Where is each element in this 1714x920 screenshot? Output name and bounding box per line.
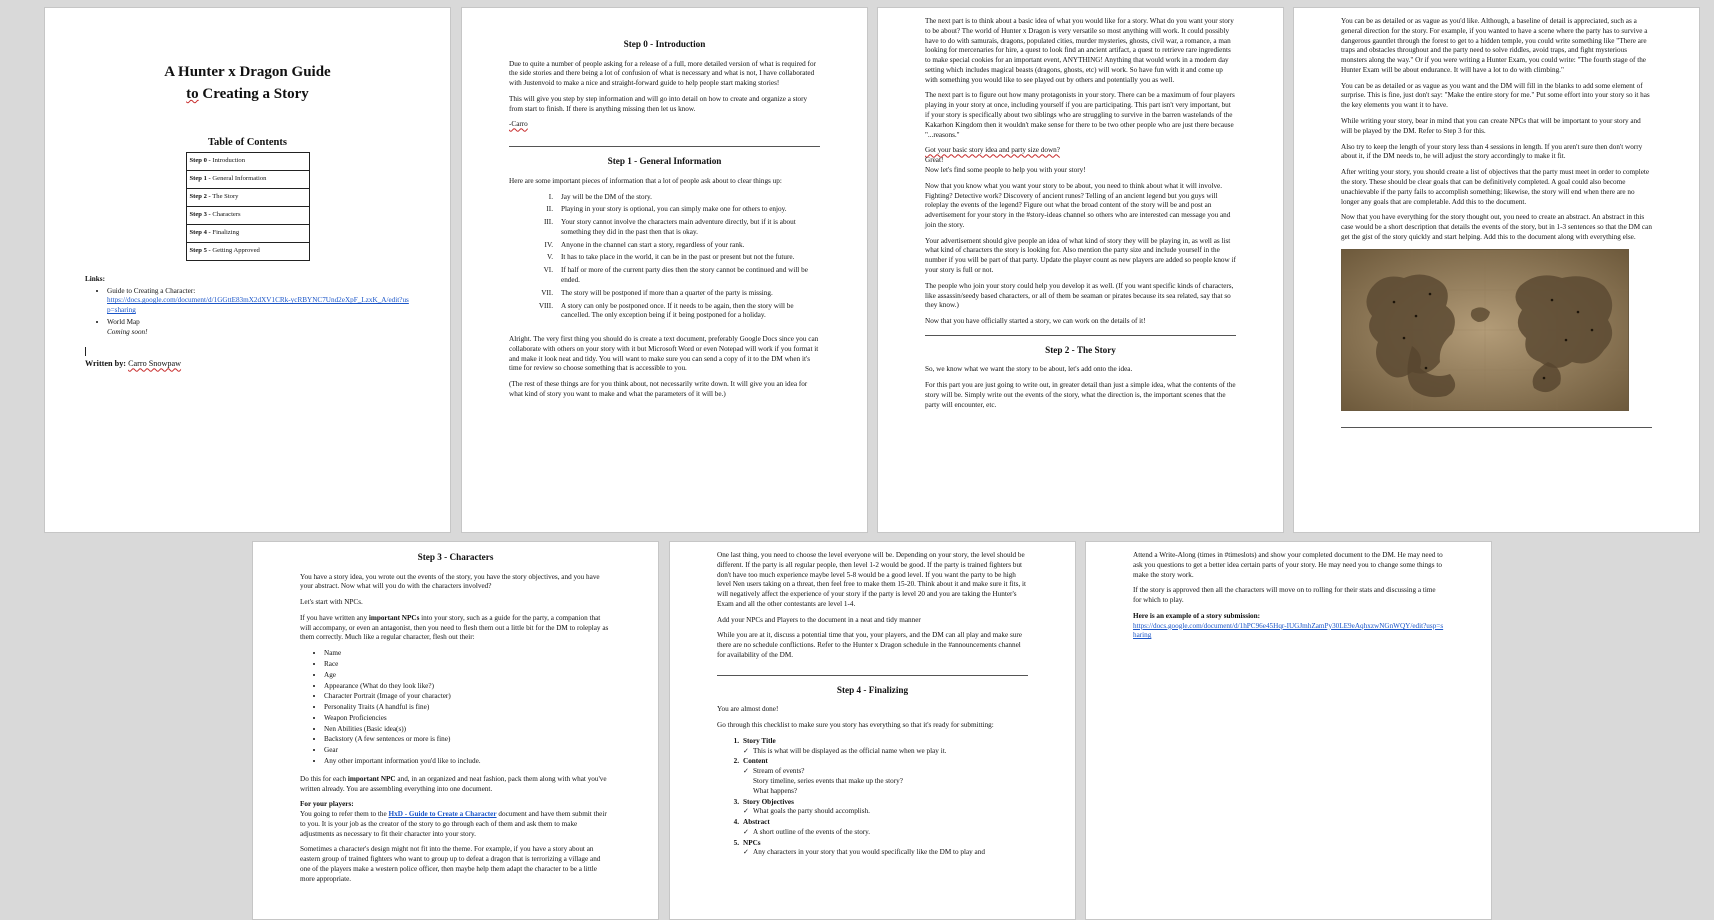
rules-list bbox=[509, 193, 820, 322]
document-title: A Hunter x Dragon Guide to Creating a Story bbox=[164, 64, 331, 102]
paragraph: The next part is to think about a basic idea of what you would like for a story. What do you want your story to be about? The world of Hunter x Dragon is very versatile so most anything will work. It could possibly have to do with samurais, dragons, populated cities, murder mysteries, ghosts, civil war, a romance, a man looking for mercenaries for hire, a quest to look find an ancient artifact, a quest to retrieve rare ingredients to make special cookies for an important event, ANYTHING! Anything that would work in a modern day setting which includes magical beasts (dragons, ghosts, etc) will work. So have fun with it and come up with something you would like to see played out by others and potentially you as well. bbox=[925, 17, 1234, 84]
list-item: • Appearance (What do they look like?) bbox=[324, 682, 611, 692]
list-item: • Gear bbox=[324, 746, 611, 756]
paragraph: This will give you step by step information and will go into detail on how to create and organize a story from start to finish. If there is anything missing then let us know. bbox=[509, 94, 808, 113]
npc-fields-list bbox=[300, 649, 611, 767]
paragraph: You can be as detailed or as vague as you want and the DM will fill in the blanks to add some element of surprise. This is fine, just don't say: "Make the entire story for me." Put some effort into your story so it has the key elements you want it to have. bbox=[1341, 81, 1650, 110]
list-item: • Nen Abilities (Basic idea(s)) bbox=[324, 725, 611, 735]
paragraph: You going to refer them to the HxD - Guide to Create a Character document and have them submit their to you. It is your job as the creator of the story to go through each of them and ask them to make adjustments as necessary to fit their character into your story. bbox=[300, 810, 607, 838]
section-divider bbox=[509, 146, 820, 147]
paragraph: Due to quite a number of people asking for a release of a full, more detailed version of what is required for the side stories and there being a lot of confusion of what is necessary and what is not, I have collaborated with Justenvoid to make a nice and straight-forward guide to help people start making stories! bbox=[509, 59, 816, 88]
check-icon: ✓ bbox=[743, 848, 750, 857]
paragraph: You are almost done! bbox=[717, 705, 779, 714]
list-item: II. Playing in your story is optional, you can simply make one for others to enjoy. bbox=[546, 205, 787, 214]
toc-row[interactable]: Step 0 - Introduction bbox=[186, 152, 309, 170]
paragraph: So, we know what we want the story to be about, let's add onto the idea. bbox=[925, 365, 1133, 374]
paragraph: Go through this checklist to make sure you story has everything so that it's ready for submitting: bbox=[717, 721, 994, 730]
paragraph: Also try to keep the length of your story less than 4 sessions in length. If you aren't sure then don't worry about it, if the DM needs to, he will adjust the story accordingly to make it fit. bbox=[1341, 142, 1643, 161]
paragraph: Now that you know what you want your story to be about, you need to think about what it will involve. Fighting? Detective work? Discovery of ancient runes? Telling of an ancient legend but you guys will roleplay the events of the legend? Figure out what the broad content of the story will be and post an advertisement for your story in the #story-ideas channel so others who are interested can message you and join the story. bbox=[925, 181, 1231, 229]
title-line-1: A Hunter x Dragon Guide bbox=[164, 64, 331, 80]
page-1 bbox=[44, 7, 451, 533]
toc-row[interactable]: Step 3 - Characters bbox=[186, 206, 309, 224]
example-block bbox=[1133, 612, 1444, 641]
list-item: • Weapon Proficiencies bbox=[324, 714, 611, 724]
section-divider bbox=[925, 335, 1236, 336]
character-guide-link[interactable]: HxD - Guide to Create a Character bbox=[388, 810, 497, 819]
world-map-image bbox=[1341, 249, 1629, 411]
links-list bbox=[85, 287, 410, 338]
map-graphic bbox=[1342, 250, 1628, 410]
checklist-item: 1. Story Title ✓ This is what will be displayed as the official name when we play it. bbox=[733, 736, 947, 755]
check-icon: ✓ bbox=[743, 807, 750, 816]
text-cursor bbox=[85, 347, 86, 356]
heading-step-1: Step 1 - General Information bbox=[607, 156, 722, 167]
list-item: VII. The story will be postponed if more than a quarter of the party is missing. bbox=[541, 288, 773, 297]
table-of-contents bbox=[186, 152, 310, 261]
page-6 bbox=[669, 541, 1076, 920]
paragraph: The next part is to figure out how many protagonists in your story. There can be a maximum of four players playing in your story at once, including yourself if you are participating. This part isn't very important, but if your story is specifically about two siblings who are struggling to survive in the barren wastelands of the Kakarhon Kingdom then it wouldn't make sense for there to be two other people who are just there because "...reasons." bbox=[925, 91, 1235, 139]
list-item: VI. If half or more of the current party dies then the story cannot be continued and will be ended. bbox=[543, 266, 808, 284]
list-item: • World Map Coming soon! bbox=[107, 318, 410, 338]
heading-step-2: Step 2 - The Story bbox=[1045, 344, 1116, 355]
paragraph: Now that you have everything for the story thought out, you need to create an abstract. An abstract in this case would be a short description that details the events of the story, but in 1-3 sentences so that the DM can get the gist of the story quickly and start helping. Add this to the document along with everything else. bbox=[1341, 213, 1652, 241]
heading-step-3: Step 3 - Characters bbox=[417, 552, 494, 562]
page-2 bbox=[461, 7, 868, 533]
paragraph: One last thing, you need to choose the level everyone will be. Depending on your story, the level should be different. If the party is all regular people, then level 1-2 would be good. If the party is trained fighters but don't have too much experience maybe level 5-8 would be a good level. If you want the party to be high level Nen users taking on a threat, then feel free to make them 15-20. Think about it and make sure it fits, it will negatively affect the experience of your story if the party is level 20 and you are taking the Hunter's Exam and all the other contestants are level 1-4. bbox=[717, 551, 1027, 608]
list-item: • Age bbox=[324, 671, 611, 681]
page-4 bbox=[1293, 7, 1700, 533]
paragraph: Got your basic story idea and party size down? Great! Now let's find some people to help you with your story! bbox=[925, 146, 1086, 174]
toc-row[interactable]: Step 5 - Getting Approved bbox=[186, 242, 309, 260]
paragraph: While you are at it, discuss a potential time that you, your players, and the DM can all play and make sure there are no schedule conflictions. Refer to the Hunter x Dragon schedule in the #announcements channel for availability of the DM. bbox=[717, 631, 1022, 660]
example-label: Here is an example of a story submission: bbox=[1133, 611, 1261, 620]
paragraph: Alright. The very first thing you should do is create a text document, preferably Google Docs since you can collaborate with others on your story with it but Microsoft Word or even Notepad will work if you format it and make it look neat and tidy. You will want to make sure you can send a copy of it to the DM when it's time for review so choose something that is accessible to you. bbox=[509, 335, 819, 373]
signature: -Carro bbox=[509, 120, 528, 129]
toc-row[interactable]: Step 1 - General Information bbox=[186, 170, 309, 188]
page-5 bbox=[252, 541, 659, 920]
list-item: V. It has to take place in the world, it can be in the past or present but not the future. bbox=[546, 253, 795, 262]
paragraph: After writing your story, you should create a list of objectives that the party must meet in order to complete the story. These should be clear goals that can be definitively completed. A goal could also become unachievable if the party fails to accomplish something; likewise, the story will end when there are no longer any goals that are completable. Add this to the document. bbox=[1341, 168, 1650, 206]
heading-step-0: Step 0 - Introduction bbox=[623, 39, 706, 49]
character-guide-link[interactable]: https://docs.google.com/document/d/1GGttE83mX2dXV1CRk-ycRBYNC7Und2eXpF_LzxK_A/edit?usp=sharing bbox=[107, 296, 409, 315]
list-item: • Backstory (A few sentences or more is fine) bbox=[324, 735, 611, 745]
check-icon: ✓ bbox=[743, 827, 750, 836]
example-submission-link[interactable]: https://docs.google.com/document/d/1hPC96e45Hqr-IUGJmhZamPy30LE9eAqhxzwNGnWQY/edit?usp=sharing bbox=[1133, 621, 1444, 640]
paragraph: Your advertisement should give people an idea of what kind of story they will be playing in, as well as list what kind of characters the story is looking for. Also mention the party size and include yourself in the number if you will be part of that party. Update the player count as new players are added so people know if your story is full or not. bbox=[925, 236, 1236, 274]
page-7 bbox=[1085, 541, 1492, 920]
toc-row[interactable]: Step 2 - The Story bbox=[186, 188, 309, 206]
page-3 bbox=[877, 7, 1284, 533]
paragraph: You can be as detailed or as vague as you'd like. Although, a baseline of detail is appreciated, such as a general direction for the story. For example, if you wanted to have a scene where the party has to survive a dangerous gauntlet through the forest to get to a hidden temple, you could write something like "There are traps and obstacles throughout and the party need to solve riddles, avoid traps, and fight mysterious monsters along the way." Or if you were writing a Hunter Exam, you could write: "The fourth stage of the Hunter Exam will be about endurance. It will have a lot to do with climbing." bbox=[1341, 17, 1648, 74]
paragraph: While writing your story, bear in mind that you can create NPCs that will be important to your story and will be played by the DM. Refer to Step 3 for this. bbox=[1341, 117, 1641, 135]
list-item: • Personality Traits (A handful is fine) bbox=[324, 703, 611, 713]
paragraph: Attend a Write-Along (times in #timeslots) and show your completed document to the DM. He may need to ask you questions to get a better idea certain parts of your story. He may need you to change some things to make the story work. bbox=[1133, 551, 1443, 579]
paragraph: Now that you have officially started a story, we can work on the details of it! bbox=[925, 317, 1146, 326]
paragraph: Let's start with NPCs. bbox=[300, 598, 363, 607]
paragraph: Add your NPCs and Players to the document in a neat and tidy manner bbox=[717, 615, 921, 624]
paragraph: If you have written any important NPCs into your story, such as a guide for the party, a companion that will accompany, or even an antagonist, then you need to flesh them out a little bit for the DM to roleplay as them correctly. Much like a regular character, flesh out their: bbox=[300, 613, 609, 642]
section-divider bbox=[1341, 427, 1652, 428]
paragraph: Do this for each important NPC and, in an organized and neat fashion, pack them along with what you've written already. You are assembling everything into one document. bbox=[300, 774, 607, 793]
heading-step-4: Step 4 - Finalizing bbox=[836, 684, 909, 695]
paragraph: You have a story idea, you wrote out the events of the story, you have the story objectives, and you have your abstract. Now what will you do with the characters involved? bbox=[300, 572, 600, 591]
submission-checklist bbox=[717, 737, 1028, 858]
toc-title: Table of Contents bbox=[208, 136, 287, 148]
list-item: • Name bbox=[324, 649, 611, 659]
list-item: • Guide to Creating a Character: https://docs.google.com/document/d/1GGttE83mX2dXV1CRk-ycRBYNC7Und2eXpF_LzxK_A/edit?usp=sharing bbox=[107, 287, 410, 316]
check-icon: ✓ bbox=[743, 767, 750, 776]
checklist-item: 4. Abstract ✓ A short outline of the events of the story. bbox=[733, 818, 871, 836]
paragraph: For this part you are just going to write out, in greater detail than just a simple idea, what the contents of the story will be. Simply write out the events of the story, what the direction is, the important scenes that the party will encounter, etc. bbox=[925, 381, 1236, 409]
paragraph: If the story is approved then all the characters will move on to rolling for their stats and discussing a time for which to play. bbox=[1133, 586, 1436, 605]
list-item: • Race bbox=[324, 660, 611, 670]
paragraph: The people who join your story could help you develop it as well. (If you want specific kinds of characters, like assassin/seedy based characters, or all of them be seaman or pirates because its sea related, say that so they know.) bbox=[925, 281, 1234, 310]
checklist-item: 5. NPCs ✓ Any characters in your story that you would specifically like the DM to play and bbox=[733, 838, 985, 857]
list-item: • Any other important information you'd like to include. bbox=[324, 757, 611, 767]
toc-row[interactable]: Step 4 - Finalizing bbox=[186, 224, 309, 242]
list-item: I. Jay will be the DM of the story. bbox=[548, 192, 652, 201]
list-item: • Character Portrait (Image of your character) bbox=[324, 692, 611, 702]
links-label: Links: bbox=[85, 274, 105, 283]
section-divider bbox=[717, 675, 1028, 676]
checklist-item: 2. Content ✓ Stream of events? Story timeline, series events that make up the story? What happens? bbox=[733, 757, 903, 795]
list-item: VIII. A story can only be postponed once. If it needs to be again, then the story will be cancelled. The only exception being if it being postponed for a holiday. bbox=[538, 301, 794, 320]
players-label: For your players: bbox=[300, 800, 354, 809]
paragraph: Sometimes a character's design might not fit into the theme. For example, if you have a story about an eastern group of trained fighters who want to group up to defeat a dragon that is terrorizing a village and one of the players make a western police officer, then maybe help them adapt the character to be a little more appropriate. bbox=[300, 845, 601, 883]
author-line: Written by: Carro Snowpaw bbox=[85, 359, 182, 369]
check-icon: ✓ bbox=[743, 746, 750, 755]
checklist-item: 3. Story Objectives ✓ What goals the party should accomplish. bbox=[733, 797, 870, 816]
paragraph: Here are some important pieces of information that a lot of people ask about to clear things up: bbox=[509, 176, 782, 185]
list-item: III. Your story cannot involve the characters main adventure directly, but if it is about something they did in the past then that is okay. bbox=[544, 218, 796, 236]
paragraph: (The rest of these things are for you think about, not necessarily write down. It will give you an idea for what kind of story you want to make and what the parameters of it will be.) bbox=[509, 380, 808, 398]
list-item: IV. Anyone in the channel can start a story, regardless of your rank. bbox=[544, 240, 745, 249]
